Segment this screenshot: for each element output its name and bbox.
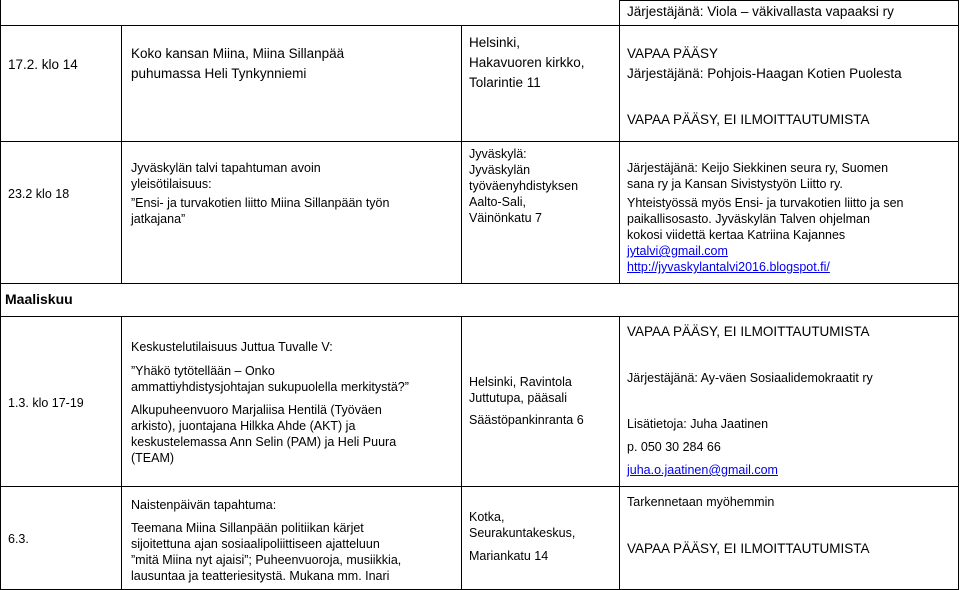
free-entry-note: VAPAA PÄÄSY, EI ILMOITTAUTUMISTA — [627, 324, 870, 339]
event-description — [131, 160, 389, 227]
event-info — [627, 44, 902, 84]
column-divider — [461, 25, 462, 283]
event-date: 6.3. — [8, 532, 29, 546]
column-divider — [121, 25, 122, 283]
column-divider — [619, 316, 620, 590]
event-line: keskustelemassa Ann Selin (PAM) ja Heli Puura — [131, 435, 397, 449]
event-place — [469, 374, 572, 406]
event-description — [131, 402, 396, 466]
event-line: ”mitä Miina nyt ajaisi”; Puheenvuoroja, musiikkia, — [131, 553, 402, 567]
info-line: kokosi viidettä kertaa Katriina Kajannes — [627, 228, 846, 242]
place-line: Juttutupa, pääsali — [469, 391, 567, 405]
info-line: Järjestäjänä: Keijo Siekkinen seura ry, Suomen — [627, 161, 889, 175]
event-date: 23.2 klo 18 — [8, 187, 70, 201]
free-entry-note: VAPAA PÄÄSY, EI ILMOITTAUTUMISTA — [627, 541, 870, 556]
info-line: sana ry ja Kansan Sivistystyön Liitto ry. — [627, 177, 843, 191]
place-line: Hakavuoren kirkko, — [469, 55, 585, 70]
place-line: Seurakuntakeskus, — [469, 526, 576, 540]
organizer-text: Järjestäjänä: Viola – väkivallasta vapaaksi ry — [627, 4, 894, 19]
schedule-note: Tarkennetaan myöhemmin — [627, 495, 775, 509]
event-date: 17.2. klo 14 — [8, 57, 78, 72]
place-line: työväenyhdistyksen — [469, 179, 579, 193]
event-place — [469, 33, 585, 93]
place-address: Mariankatu 14 — [469, 549, 549, 563]
event-description — [131, 44, 344, 84]
event-line: jatkajana” — [131, 212, 186, 226]
blog-link[interactable]: http://jyvaskylantalvi2016.blogspot.fi/ — [627, 260, 830, 274]
event-line: lausuntaa ja teatteriesitystä. Mukana mm. Inari — [131, 569, 390, 583]
event-line: Koko kansan Miina, Miina Sillanpää — [131, 46, 345, 61]
row-divider — [0, 25, 959, 26]
event-line: (TEAM) — [131, 451, 175, 465]
table-border — [0, 0, 1, 590]
event-date: 1.3. klo 17-19 — [8, 396, 84, 410]
place-line: Helsinki, — [469, 35, 521, 50]
place-line: Tolarintie 11 — [469, 75, 541, 90]
place-line: Aalto-Sali, — [469, 195, 526, 209]
place-line: Jyväskylä: — [469, 147, 527, 161]
row-divider — [0, 486, 959, 487]
info-line: paikallisosasto. Jyväskylän Talven ohjelman — [627, 212, 870, 226]
event-line: ”Yhäkö tytötellään – Onko — [131, 364, 275, 378]
place-line: Väinönkatu 7 — [469, 211, 542, 225]
contact-phone: p. 050 30 284 66 — [627, 440, 721, 454]
free-entry-note: VAPAA PÄÄSY, EI ILMOITTAUTUMISTA — [627, 112, 870, 127]
column-divider — [121, 316, 122, 590]
event-title: Naistenpäivän tapahtuma: — [131, 498, 277, 512]
event-place — [469, 509, 575, 541]
row-divider — [620, 0, 958, 1]
event-line: ammattiyhdistysjohtajan sukupuolella merkitystä?” — [131, 380, 409, 394]
row-divider — [0, 316, 959, 317]
row-divider — [0, 283, 959, 284]
info-line: Järjestäjänä: Pohjois-Haagan Kotien Puolesta — [627, 66, 902, 81]
column-divider — [461, 316, 462, 590]
event-line: arkisto), juontajana Hilkka Ahde (AKT) ja — [131, 419, 356, 433]
event-line: yleisötilaisuus: — [131, 177, 212, 191]
event-question — [131, 363, 409, 395]
place-line: Kotka, — [469, 510, 505, 524]
event-line: Jyväskylän talvi tapahtuman avoin — [131, 161, 321, 175]
table-border — [958, 0, 959, 590]
event-description — [131, 520, 401, 584]
place-line: Jyväskylän — [469, 163, 531, 177]
event-line: Teemana Miina Sillanpään politiikan kärjet — [131, 521, 364, 535]
event-line: puhumassa Heli Tynkynniemi — [131, 66, 307, 81]
month-heading: Maaliskuu — [5, 291, 73, 307]
event-info — [627, 160, 904, 275]
row-divider — [0, 141, 959, 142]
contact-person: Lisätietoja: Juha Jaatinen — [627, 417, 769, 431]
email-link[interactable]: juha.o.jaatinen@gmail.com — [627, 463, 778, 477]
event-place — [469, 146, 578, 226]
organizer-text: Järjestäjänä: Ay-väen Sosiaalidemokraatit ry — [627, 371, 873, 385]
event-line: sijoitettuna ajan sosiaalipoliittiseen ajatteluun — [131, 537, 380, 551]
event-title: Keskustelutilaisuus Juttua Tuvalle V: — [131, 340, 333, 354]
place-line: Helsinki, Ravintola — [469, 375, 572, 389]
event-line: Alkupuheenvuoro Marjaliisa Hentilä (Työväen — [131, 403, 382, 417]
info-line: Yhteistyössä myös Ensi- ja turvakotien liitto ja sen — [627, 196, 904, 210]
info-line: VAPAA PÄÄSY — [627, 46, 719, 61]
place-address: Säästöpankinranta 6 — [469, 413, 584, 427]
event-line: ”Ensi- ja turvakotien liitto Miina Sillanpään työn — [131, 196, 390, 210]
email-link[interactable]: jytalvi@gmail.com — [627, 244, 728, 258]
